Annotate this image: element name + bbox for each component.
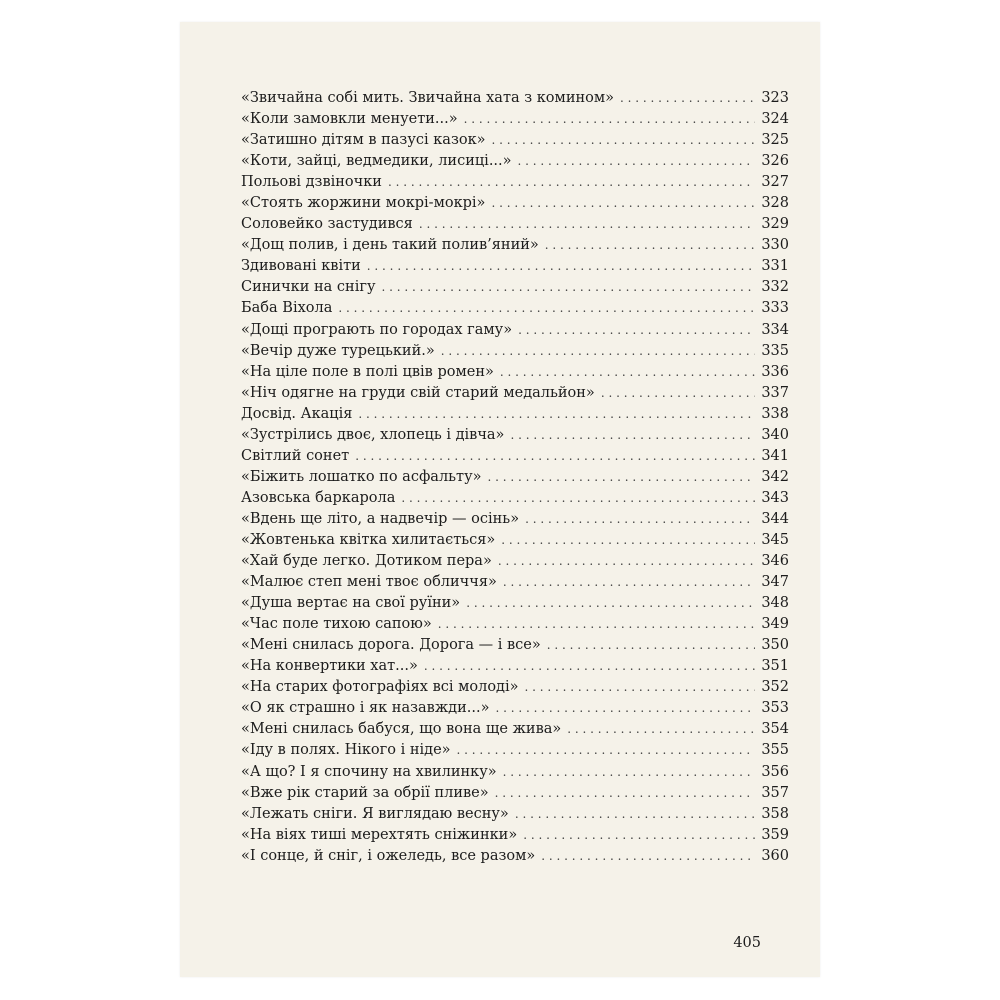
toc-entry-title: «Стоять жоржини мокрі-мокрі» — [241, 195, 486, 212]
toc-entry-page: 338 — [761, 405, 789, 422]
toc-entry-page: 346 — [761, 553, 789, 570]
dot-leader — [367, 259, 755, 273]
toc-entry-title: Соловейко застудився — [241, 216, 413, 233]
dot-leader — [438, 617, 755, 631]
toc-entry-page: 357 — [761, 784, 789, 801]
toc-entry — [241, 153, 789, 174]
toc-entry-title: Світлий сонет — [241, 447, 350, 464]
toc-entry-page: 340 — [761, 426, 789, 443]
toc-entry — [241, 279, 789, 300]
dot-leader — [492, 133, 755, 147]
toc-entry — [241, 700, 789, 721]
dot-leader — [464, 112, 755, 126]
toc-entry-title: «Душа вертає на свої руїни» — [241, 595, 461, 612]
toc-entry-title: «Дощі програють по городах гаму» — [241, 321, 513, 338]
toc-entry-page: 329 — [761, 216, 789, 233]
dot-leader — [495, 786, 755, 800]
toc-entry-title: «Час поле тихою сапою» — [241, 616, 432, 633]
toc-entry — [241, 721, 789, 742]
toc-entry-page: 325 — [761, 132, 789, 149]
toc-entry-page: 341 — [761, 447, 789, 464]
dot-leader — [355, 449, 755, 463]
toc-entry — [241, 785, 789, 806]
toc-entry-title: «Жовтенька квітка хилитається» — [241, 531, 496, 548]
toc-entry — [241, 679, 789, 700]
toc-entry — [241, 448, 789, 469]
toc-entry — [241, 322, 789, 343]
page-number: 405 — [733, 935, 761, 951]
dot-leader — [401, 491, 755, 505]
toc-entry-page: 336 — [761, 363, 789, 380]
dot-leader — [419, 217, 755, 231]
toc-entry-title: «На старих фотографіях всі молоді» — [241, 679, 519, 696]
toc-entry-title: «А що? І я спочину на хвилинку» — [241, 763, 497, 780]
dot-leader — [457, 743, 755, 757]
dot-leader — [503, 765, 755, 779]
toc-entry-title: «Мені снилась бабуся, що вона ще жива» — [241, 721, 562, 738]
toc-entry-page: 342 — [761, 468, 789, 485]
toc-entry-title: «Звичайна собі мить. Звичайна хата з комином» — [241, 90, 615, 106]
toc-entry — [241, 174, 789, 195]
toc-entry-page: 345 — [761, 531, 789, 548]
toc-entry-page: 358 — [761, 805, 789, 822]
toc-entry — [241, 237, 789, 258]
toc-entry-title: «Дощ полив, і день такий полив’яний» — [241, 237, 539, 254]
toc-entry-title: «Вже рік старий за обрії пливе» — [241, 784, 489, 801]
toc-entry-page: 337 — [761, 384, 789, 401]
toc-entry — [241, 764, 789, 785]
dot-leader — [487, 470, 755, 484]
toc-entry-title: Досвід. Акація — [241, 405, 353, 422]
toc-entry — [241, 511, 789, 532]
toc-entry-title: Здивовані квіти — [241, 258, 361, 275]
dot-leader — [547, 638, 755, 652]
toc-entry-title: «Затишно дітям в пазусі казок» — [241, 132, 486, 149]
toc-entry — [241, 616, 789, 637]
toc-entry-title: «На ціле поле в полі цвів ромен» — [241, 363, 494, 380]
toc-entry — [241, 553, 789, 574]
toc-entry-page: 353 — [761, 700, 789, 717]
toc-entry-title: «Малює степ мені твоє обличчя» — [241, 574, 497, 591]
toc-entry-page: 349 — [761, 616, 789, 633]
toc-entry-title: «Вдень ще літо, а надвечір — осінь» — [241, 510, 520, 527]
toc-entry-title: «Лежать сніги. Я виглядаю весну» — [241, 805, 509, 822]
toc-entry-page: 360 — [761, 847, 789, 864]
toc-entry — [241, 658, 789, 679]
toc-entry-title: Азовська баркарола — [241, 489, 396, 506]
toc-entry-page: 343 — [761, 489, 789, 506]
dot-leader — [545, 238, 755, 252]
toc-entry-page: 323 — [761, 90, 789, 106]
toc-entry-page: 344 — [761, 510, 789, 527]
dot-leader — [515, 807, 755, 821]
toc-entry — [241, 300, 789, 321]
toc-entry-title: Баба Віхола — [241, 300, 333, 317]
toc-entry-title: «На віях тиші мерехтять сніжинки» — [241, 826, 518, 843]
toc-entry — [241, 111, 789, 132]
toc-entry-page: 334 — [761, 321, 789, 338]
toc-entry-page: 350 — [761, 637, 789, 654]
toc-entry — [241, 385, 789, 406]
toc-entry — [241, 532, 789, 553]
toc-entry — [241, 490, 789, 511]
toc-entry — [241, 848, 789, 869]
dot-leader — [510, 428, 755, 442]
toc-entry-page: 324 — [761, 111, 789, 128]
toc-entry — [241, 827, 789, 848]
toc-entry-page: 335 — [761, 342, 789, 359]
dot-leader — [466, 596, 755, 610]
dot-leader — [524, 680, 755, 694]
dot-leader — [525, 512, 755, 526]
toc-entry-page: 348 — [761, 595, 789, 612]
toc-entry-page: 359 — [761, 826, 789, 843]
toc-entry-page: 354 — [761, 721, 789, 738]
toc-entry — [241, 427, 789, 448]
toc-entry-page: 332 — [761, 279, 789, 296]
toc-entry-title: «Хай буде легко. Дотиком пера» — [241, 553, 492, 570]
dot-leader — [495, 701, 755, 715]
dot-leader — [498, 554, 755, 568]
toc-entry-title: «На конвертики хат...» — [241, 658, 418, 675]
toc-entry-title: «Ніч одягне на груди свій старий медальйон» — [241, 384, 595, 401]
toc-entry-title: «Коли замовкли менуети...» — [241, 111, 458, 128]
toc-entry-title: Польові дзвіночки — [241, 174, 382, 191]
toc-entry — [241, 637, 789, 658]
toc-entry-page: 330 — [761, 237, 789, 254]
toc-entry-page: 351 — [761, 658, 789, 675]
dot-leader — [381, 280, 755, 294]
toc-entry-page: 326 — [761, 153, 789, 170]
toc-entry — [241, 90, 789, 111]
toc-entry — [241, 406, 789, 427]
toc-entry-title: «Вечір дуже турецький.» — [241, 342, 435, 359]
dot-leader — [518, 323, 755, 337]
toc-entry — [241, 364, 789, 385]
dot-leader — [441, 344, 755, 358]
dot-leader — [500, 365, 755, 379]
toc-entry — [241, 595, 789, 616]
book-page — [180, 22, 820, 977]
toc-entry-page: 327 — [761, 174, 789, 191]
toc-entry-page: 352 — [761, 679, 789, 696]
dot-leader — [388, 175, 755, 189]
toc-entry-page: 333 — [761, 300, 789, 317]
toc-entry-title: «І сонце, й сніг, і ожеледь, все разом» — [241, 847, 536, 864]
toc-entry — [241, 806, 789, 827]
toc-entry-page: 355 — [761, 742, 789, 759]
table-of-contents — [241, 90, 789, 869]
dot-leader — [503, 575, 755, 589]
toc-entry-title: «Мені снилась дорога. Дорога — і все» — [241, 637, 541, 654]
toc-entry-title: Синички на снігу — [241, 279, 376, 296]
toc-entry-title: «Іду в полях. Нікого і ніде» — [241, 742, 451, 759]
dot-leader — [358, 407, 755, 421]
toc-entry-title: «О як страшно і як назавжди...» — [241, 700, 490, 717]
dot-leader — [518, 154, 755, 168]
dot-leader — [491, 196, 755, 210]
dot-leader — [567, 722, 755, 736]
toc-entry — [241, 195, 789, 216]
toc-entry — [241, 132, 789, 153]
toc-entry — [241, 343, 789, 364]
dot-leader — [620, 91, 755, 105]
toc-entry-title: «Біжить лошатко по асфальту» — [241, 468, 482, 485]
dot-leader — [501, 533, 755, 547]
toc-entry-page: 331 — [761, 258, 789, 275]
dot-leader — [541, 849, 755, 863]
dot-leader — [424, 659, 755, 673]
toc-entry-page: 356 — [761, 763, 789, 780]
toc-entry-title: «Зустрілись двоє, хлопець і дівча» — [241, 426, 505, 443]
toc-entry — [241, 742, 789, 763]
toc-entry-page: 328 — [761, 195, 789, 212]
toc-entry — [241, 574, 789, 595]
dot-leader — [523, 828, 755, 842]
toc-entry — [241, 258, 789, 279]
toc-entry-page: 347 — [761, 574, 789, 591]
toc-entry — [241, 469, 789, 490]
toc-entry-title: «Коти, зайці, ведмедики, лисиці...» — [241, 153, 512, 170]
dot-leader — [338, 301, 755, 315]
dot-leader — [601, 386, 755, 400]
toc-entry — [241, 216, 789, 237]
